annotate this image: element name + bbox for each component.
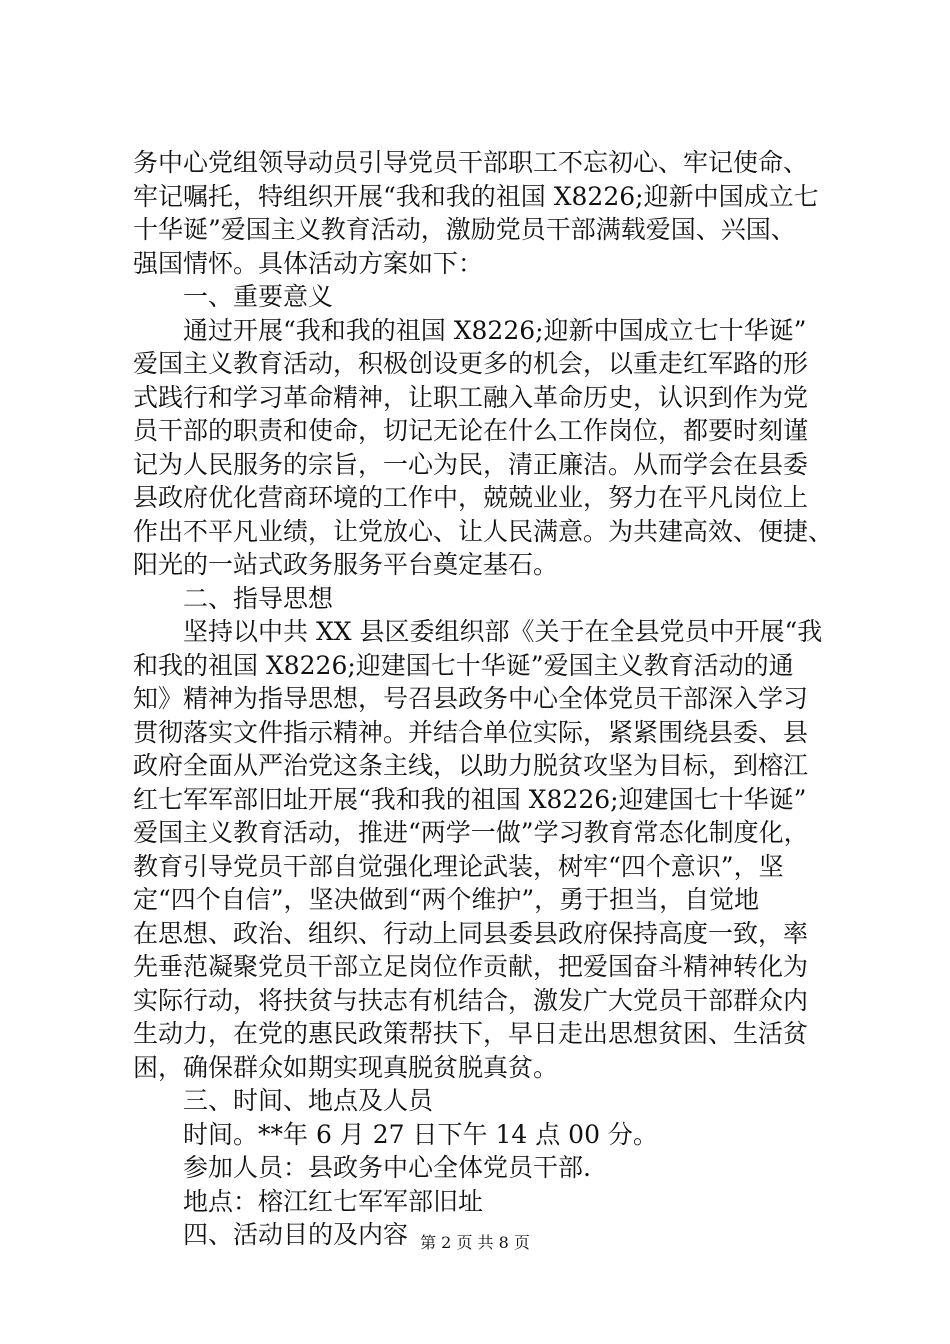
text-line: 十华诞”爱国主义教育活动，激励党员干部满载爱国、兴国、: [133, 215, 796, 244]
text-line: 通过开展“我和我的祖国 X8226;迎新中国成立七十华诞”: [183, 315, 807, 345]
text-line: 务中心党组领导动员引导党员干部职工不忘初心、牢记使命、: [133, 148, 809, 177]
text-line: 强国情怀。具体活动方案如下：: [133, 248, 484, 278]
text-line: 和我的祖国 X8226;迎建国七十华诞”爱国主义教育活动的通: [133, 650, 794, 680]
text-line: 记为人民服务的宗旨，一心为民，清正廉洁。从而学会在县委: [133, 449, 809, 479]
text-line: 坚持以中共 XX 县区委组织部《关于在全县党员中开展“我: [183, 617, 823, 646]
text-line: 参加人员：县政务中心全体党员干部.: [183, 1153, 591, 1182]
text-line: 阳光的一站式政务服务平台奠定基石。: [133, 550, 559, 579]
text-line: 地点：榕江红七军军部旧址: [183, 1186, 484, 1216]
text-line: 爱国主义教育活动，推进“两学一做”学习教育常态化制度化，: [133, 818, 809, 847]
text-line: 四、活动目的及内容: [183, 1220, 409, 1249]
text-line: 困，确保群众如期实现真脱贫脱真贫。: [133, 1052, 559, 1082]
page-footer: 第 2 页 共 8 页: [420, 1233, 530, 1252]
text-line: 一、重要意义: [183, 282, 334, 311]
text-line: 定“四个自信”，坚决做到“两个维护”，勇于担当，自觉地: [133, 885, 760, 914]
text-line: 时间。**年 6 月 27 日下午 14 点 00 分。: [183, 1119, 658, 1149]
text-line: 三、时间、地点及人员: [183, 1086, 434, 1115]
document-body: [133, 146, 833, 1252]
text-line: 贯彻落实文件指示精神。并结合单位实际，紧紧围绕县委、县: [133, 717, 809, 747]
text-line: 红七军军部旧址开展“我和我的祖国 X8226;迎建国七十华诞”: [133, 784, 807, 814]
text-line: 生动力，在党的惠民政策帮扶下，早日走出思想贫困、生活贫: [133, 1019, 809, 1048]
text-line: 员干部的职责和使命，切记无论在什么工作岗位，都要时刻谨: [133, 416, 809, 445]
text-line: 牢记嘱托，特组织开展“我和我的祖国 X8226;迎新中国成立七: [133, 181, 819, 211]
text-line: 作出不平凡业绩，让党放心、让人民满意。为共建高效、便捷、: [133, 516, 834, 546]
text-line: 教育引导党员干部自觉强化理论武装，树牢“四个意识”，坚: [133, 851, 784, 881]
text-line: 爱国主义教育活动，积极创设更多的机会，以重走红军路的形: [133, 349, 809, 378]
text-line: 先垂范凝聚党员干部立足岗位作贡献，把爱国奋斗精神转化为: [133, 952, 809, 981]
text-line: 县政府优化营商环境的工作中，兢兢业业，努力在平凡岗位上: [133, 483, 809, 512]
text-line: 二、指导思想: [183, 583, 334, 613]
text-line: 在思想、政治、组织、行动上同县委县政府保持高度一致，率: [133, 918, 809, 948]
text-line: 实际行动，将扶贫与扶志有机结合，激发广大党员干部群众内: [133, 985, 809, 1015]
text-line: 政府全面从严治党这条主线，以助力脱贫攻坚为目标，到榕江: [133, 751, 809, 780]
text-line: 知》精神为指导思想，号召县政务中心全体党员干部深入学习: [133, 684, 809, 713]
text-line: 式践行和学习革命精神，让职工融入革命历史，认识到作为党: [133, 382, 809, 412]
